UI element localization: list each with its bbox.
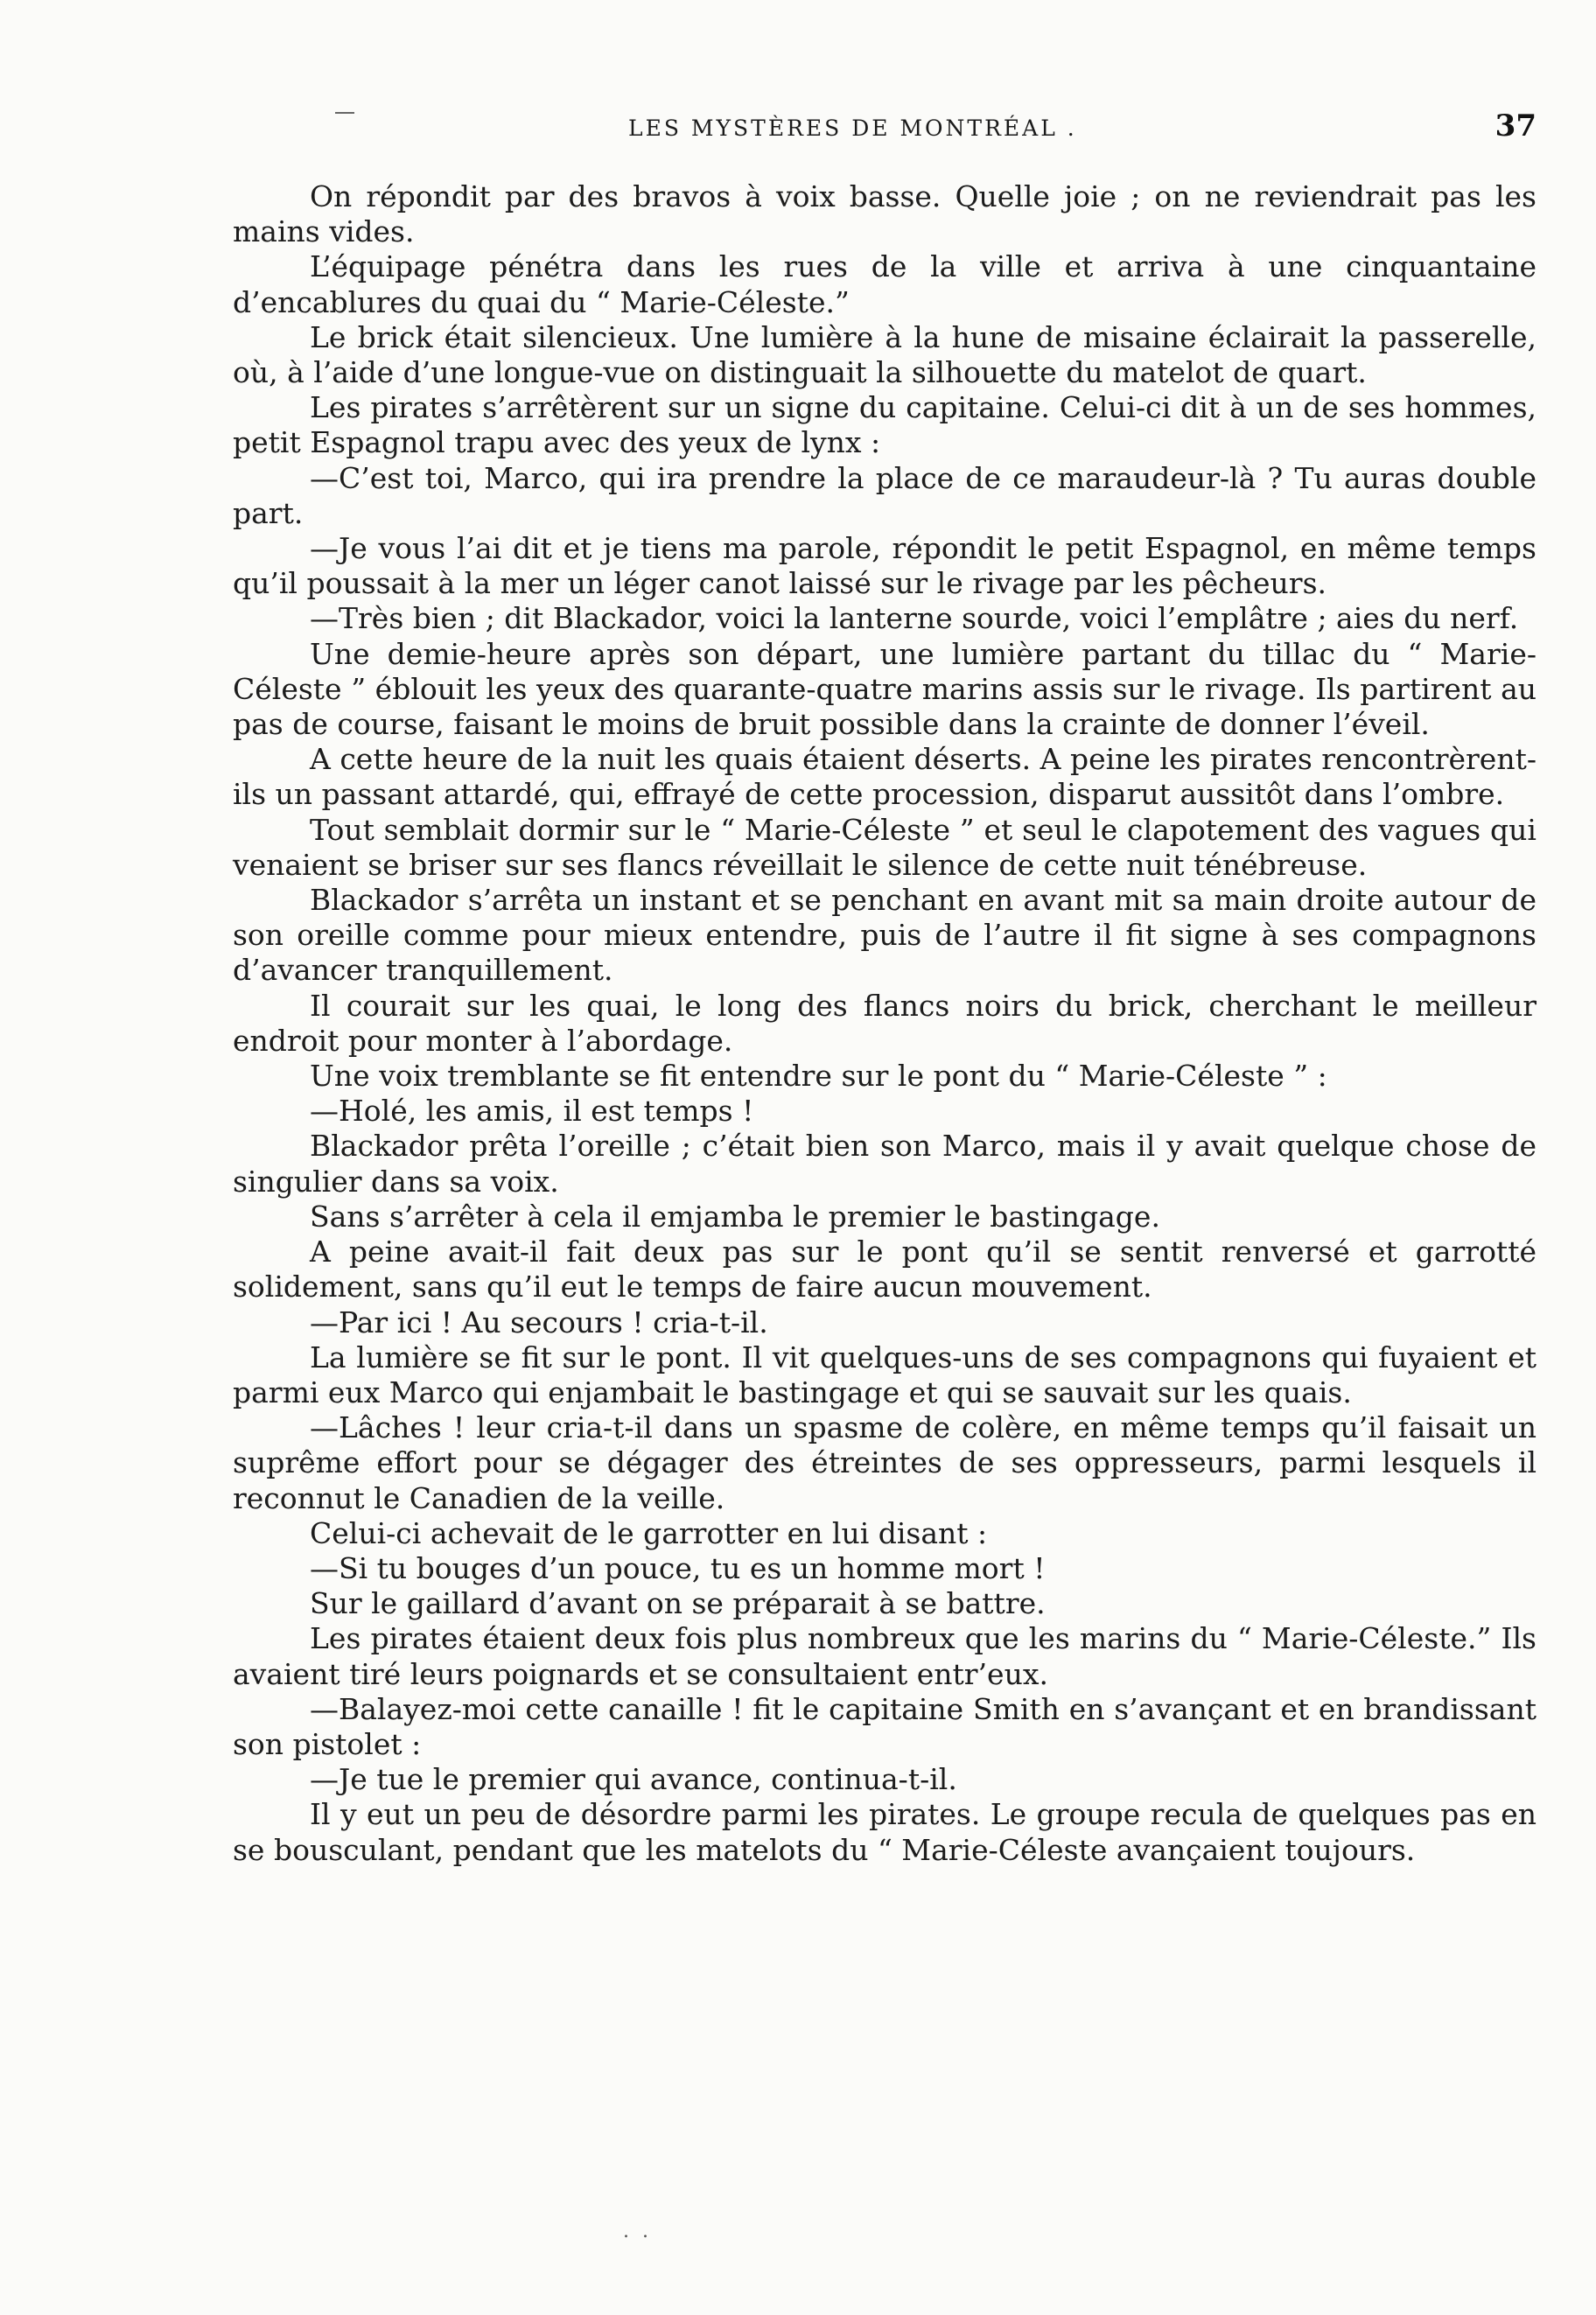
running-head bbox=[234, 103, 1536, 156]
header-mark bbox=[335, 112, 354, 114]
paragraph: Blackador s’arrêta un instant et se penchant en avant mit sa main droite autour de son oreille comme pour mieux entendre, puis de l’autre il fit signe à ses compagnons d’avancer tranquillement. bbox=[233, 883, 1536, 988]
paragraph: La lumière se fit sur le pont. Il vit quelques-uns de ses compagnons qui fuyaient et parmi eux Marco qui enjambait le bastingage et qui se sauvait sur les quais. bbox=[233, 1339, 1536, 1409]
paragraph: —Je tue le premier qui avance, continua-t-il. bbox=[310, 1762, 957, 1797]
paragraph: L’équipage pénétra dans les rues de la ville et arriva à une cinquantaine d’encablures du quai du “ Marie-Céleste.” bbox=[233, 249, 1536, 319]
paragraph: Le brick était silencieux. Une lumière à la hune de misaine éclairait la passerelle, où, à l’aide d’une longue-vue on distinguait la silhouette du matelot de quart. bbox=[233, 319, 1536, 390]
paragraph: —Holé, les amis, il est temps ! bbox=[310, 1094, 754, 1129]
paragraph: On répondit par des bravos à voix basse. Quelle joie ; on ne reviendrait pas les mains vides. bbox=[233, 179, 1536, 249]
paragraph: —Si tu bouges d’un pouce, tu es un homme mort ! bbox=[310, 1550, 1046, 1585]
paragraph: A cette heure de la nuit les quais étaient déserts. A peine les pirates rencontrèrent-ils un passant attardé, qui, effrayé de cette procession, disparut aussitôt dans l’ombre. bbox=[233, 742, 1536, 812]
paragraph: Une demie-heure après son départ, une lumière partant du tillac du “ Marie-Céleste ” éblouit les yeux des quarante-quatre marins assis sur le rivage. Ils partirent au pas de course, faisant le moins de bruit possible dans la crainte de donner l’éveil. bbox=[233, 636, 1536, 742]
paragraph: —Par ici ! Au secours ! cria-t-il. bbox=[310, 1304, 768, 1339]
paragraph: —Très bien ; dit Blackador, voici la lanterne sourde, voici l’emplâtre ; aies du nerf. bbox=[310, 601, 1519, 636]
paragraph: Tout semblait dormir sur le “ Marie-Céleste ” et seul le clapotement des vagues qui venaient se briser sur ses flancs réveillait le silence de cette nuit ténébreuse. bbox=[233, 812, 1536, 882]
paragraph: Les pirates étaient deux fois plus nombreux que les marins du “ Marie-Céleste.” Ils avaient tiré leurs poignards et se consultaient entr’eux. bbox=[233, 1621, 1536, 1691]
paragraph: Les pirates s’arrêtèrent sur un signe du capitaine. Celui-ci dit à un de ses hommes, petit Espagnol trapu avec des yeux de lynx : bbox=[233, 390, 1536, 460]
footer-mark: . . bbox=[623, 2221, 652, 2242]
running-title: LES MYSTÈRES DE MONTRÉAL . bbox=[628, 115, 1077, 141]
body-text bbox=[233, 179, 1536, 1868]
paragraph: Sans s’arrêter à cela il emjamba le premier le bastingage. bbox=[310, 1199, 1160, 1234]
paragraph: —C’est toi, Marco, qui ira prendre la place de ce maraudeur-là ? Tu auras double part. bbox=[233, 460, 1536, 530]
paragraph: —Lâches ! leur cria-t-il dans un spasme de colère, en même temps qu’il faisait un suprême effort pour se dégager des étreintes de ses oppresseurs, parmi lesquels il reconnut le Canadien de la veille. bbox=[233, 1410, 1536, 1515]
paragraph: —Je vous l’ai dit et je tiens ma parole, répondit le petit Espagnol, en même temps qu’il poussait à la mer un léger canot laissé sur le rivage par les pêcheurs. bbox=[233, 531, 1536, 601]
paragraph: Il courait sur les quai, le long des flancs noirs du brick, cherchant le meilleur endroit pour monter à l’abordage. bbox=[233, 988, 1536, 1058]
paragraph: A peine avait-il fait deux pas sur le pont qu’il se sentit renversé et garrotté solidement, sans qu’il eut le temps de faire aucun mouvement. bbox=[233, 1234, 1536, 1304]
page-number: 37 bbox=[1494, 108, 1536, 143]
paragraph: Sur le gaillard d’avant on se préparait à se battre. bbox=[310, 1586, 1046, 1621]
paragraph: Blackador prêta l’oreille ; c’était bien son Marco, mais il y avait quelque chose de singulier dans sa voix. bbox=[233, 1129, 1536, 1199]
paragraph: Celui-ci achevait de le garrotter en lui disant : bbox=[310, 1515, 988, 1550]
paragraph: Une voix tremblante se fit entendre sur le pont du “ Marie-Céleste ” : bbox=[310, 1059, 1327, 1094]
paragraph: —Balayez-moi cette canaille ! fit le capitaine Smith en s’avançant et en brandissant son pistolet : bbox=[233, 1691, 1536, 1761]
paragraph: Il y eut un peu de désordre parmi les pirates. Le groupe recula de quelques pas en se bousculant, pendant que les matelots du “ Marie-Céleste avançaient toujours. bbox=[233, 1797, 1536, 1867]
